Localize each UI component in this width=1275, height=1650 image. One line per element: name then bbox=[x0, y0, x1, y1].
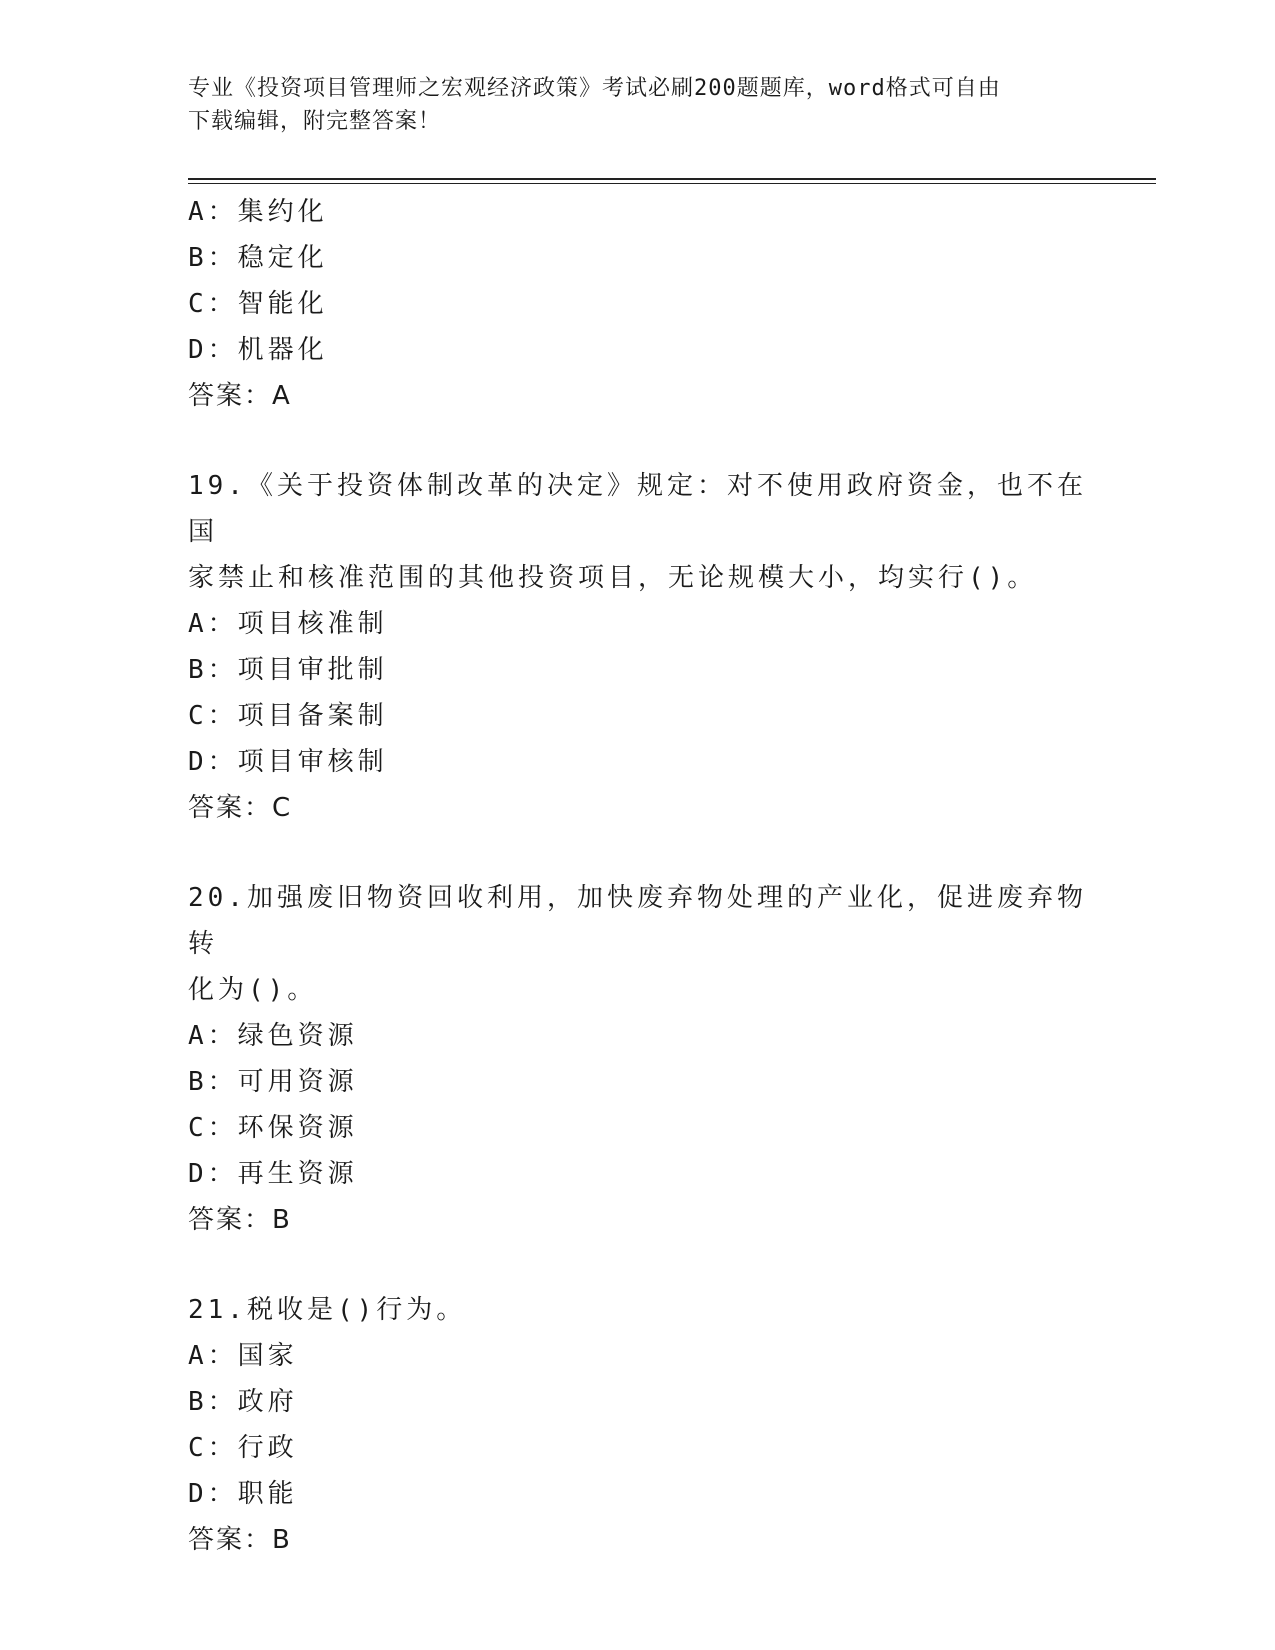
option-a: A：国家 bbox=[188, 1341, 298, 1371]
option-b: B：可用资源 bbox=[188, 1067, 358, 1097]
header-divider-thick bbox=[188, 178, 1156, 180]
option-d: D：机器化 bbox=[188, 335, 328, 365]
option-c: C：行政 bbox=[188, 1433, 298, 1463]
option-d: D：项目审核制 bbox=[188, 747, 388, 777]
header-line-2: 下载编辑，附完整答案！ bbox=[188, 109, 442, 134]
question-stem-line-1: 20.加强废旧物资回收利用，加快废弃物处理的产业化，促进废弃物转 bbox=[188, 883, 1087, 959]
question-18 bbox=[188, 189, 1088, 419]
question-19 bbox=[188, 463, 1088, 831]
document-header bbox=[188, 72, 1088, 138]
answer: 答案：B bbox=[188, 1525, 292, 1555]
option-a: A：项目核准制 bbox=[188, 609, 388, 639]
question-stem-line-2: 化为()。 bbox=[188, 975, 318, 1005]
question-list bbox=[188, 189, 1088, 1563]
option-a: A：绿色资源 bbox=[188, 1021, 358, 1051]
option-b: B：政府 bbox=[188, 1387, 298, 1417]
option-b: B：稳定化 bbox=[188, 243, 328, 273]
option-d: D：再生资源 bbox=[188, 1159, 358, 1189]
option-c: C：环保资源 bbox=[188, 1113, 358, 1143]
option-d: D：职能 bbox=[188, 1479, 298, 1509]
question-stem-line-2: 家禁止和核准范围的其他投资项目，无论规模大小，均实行()。 bbox=[188, 563, 1038, 593]
question-21 bbox=[188, 1287, 1088, 1563]
answer: 答案：C bbox=[188, 793, 293, 823]
question-20 bbox=[188, 875, 1088, 1243]
option-c: C：项目备案制 bbox=[188, 701, 388, 731]
option-b: B：项目审批制 bbox=[188, 655, 388, 685]
answer: 答案：B bbox=[188, 1205, 292, 1235]
question-stem-line-1: 19.《关于投资体制改革的决定》规定：对不使用政府资金，也不在国 bbox=[188, 471, 1087, 547]
answer: 答案：A bbox=[188, 381, 292, 411]
header-line-1: 专业《投资项目管理师之宏观经济政策》考试必刷200题题库，word格式可自由 bbox=[188, 76, 1001, 101]
option-a: A：集约化 bbox=[188, 197, 328, 227]
option-c: C：智能化 bbox=[188, 289, 328, 319]
question-stem-line-1: 21.税收是()行为。 bbox=[188, 1295, 467, 1325]
header-divider-thin bbox=[188, 183, 1156, 184]
